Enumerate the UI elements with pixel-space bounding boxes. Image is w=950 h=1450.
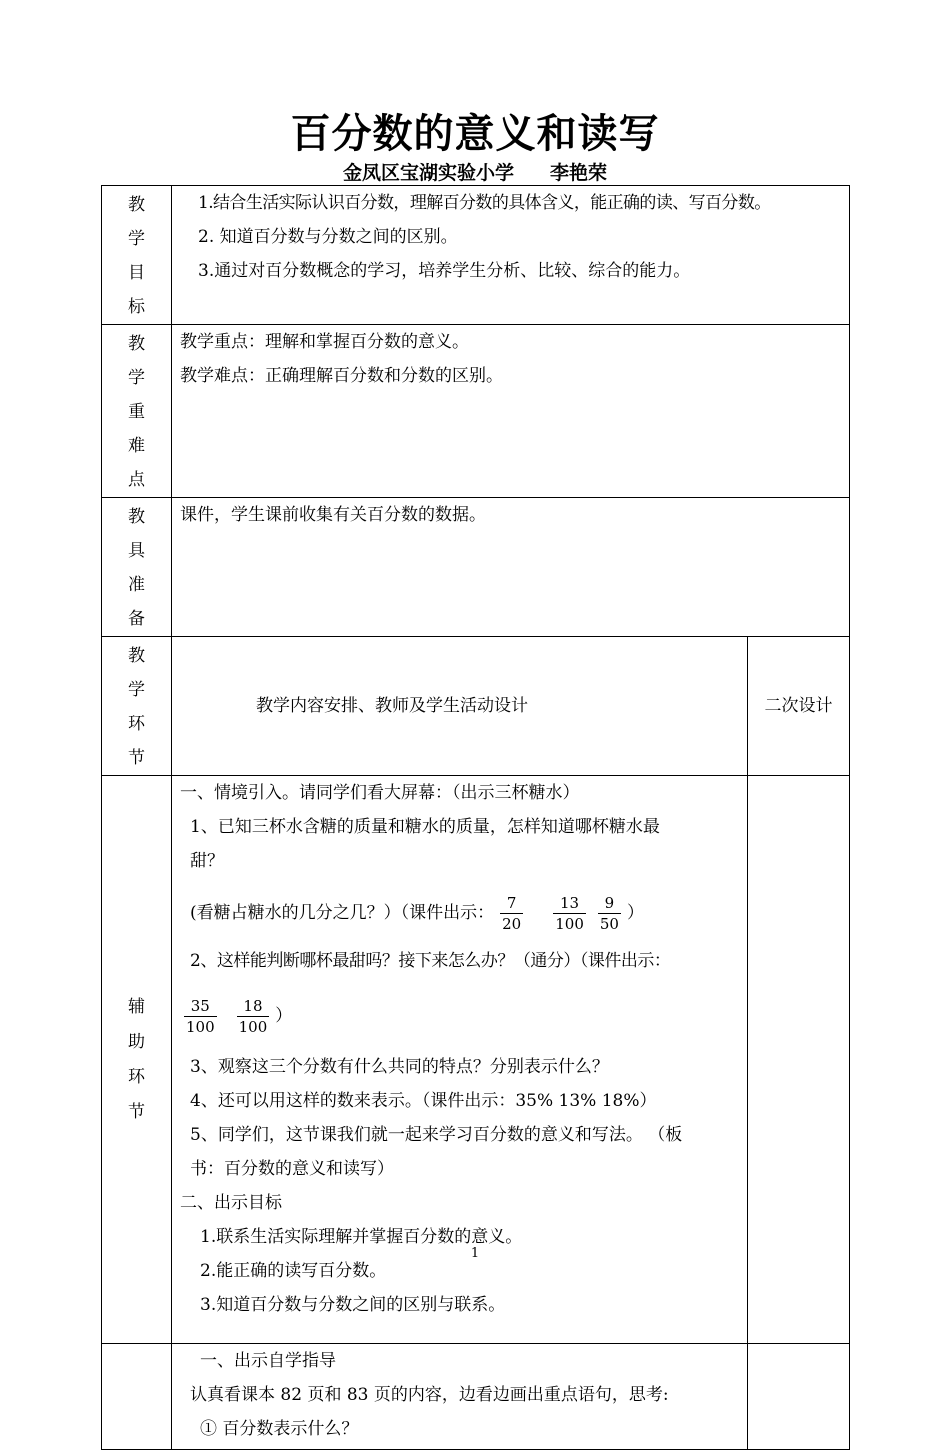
key-points-label: 教 学 重 难 点	[102, 325, 172, 498]
aux-line: 3、观察这三个分数有什么共同的特点？分别表示什么？	[190, 1057, 609, 1077]
aux-fraction-line-a: (看糖占糖水的几分之几？）（课件出示： $\frac{7}{20}$ $\frac{13}{100}$ $\frac{9}{50}$ ）	[190, 894, 644, 933]
tools-content: 课件，学生课前收集有关百分数的数据。	[172, 498, 850, 637]
selfstudy-content	[172, 1344, 748, 1450]
author-name: 李艳荣	[550, 162, 608, 184]
goal-line: 1.结合生活实际认识百分数，理解百分数的具体含义，能正确的读、写百分数。	[198, 193, 771, 213]
aux-line: 2.能正确的读写百分数。	[200, 1261, 387, 1281]
fraction: $\frac{35}{100}$	[186, 997, 215, 1036]
aux-line: 甜？	[190, 851, 224, 871]
tools-label: 教 具 准 备	[102, 498, 172, 637]
goals-label: 教 学 目 标	[102, 186, 172, 325]
selfstudy-line: 认真看课本 82 页和 83 页的内容，边看边画出重点语句，思考:	[190, 1385, 669, 1405]
aux-line: 4、还可以用这样的数来表示。（课件出示：35% 13% 18%）	[190, 1091, 657, 1111]
second-design-header: 二次设计	[748, 637, 850, 776]
section-header-row	[102, 637, 850, 776]
aux-line: 书：百分数的意义和读写）	[190, 1159, 394, 1179]
content-header: 教学内容安排、教师及学生活动设计	[172, 637, 748, 776]
selfstudy-row	[102, 1344, 850, 1450]
document-title: 百分数的意义和读写	[290, 110, 660, 157]
goal-line: 2. 知道百分数与分数之间的区别。	[198, 227, 458, 247]
page-number: 1	[470, 1246, 480, 1261]
aux-label: 辅 助 环 节	[102, 776, 172, 1344]
document-subtitle	[0, 160, 950, 186]
selfstudy-second-design	[748, 1344, 850, 1450]
aux-line: 1、已知三杯水含糖的质量和糖水的质量，怎样知道哪杯糖水最	[190, 817, 660, 837]
fraction: $\frac{9}{50}$	[599, 894, 619, 933]
aux-line: 3.知道百分数与分数之间的区别与联系。	[200, 1295, 506, 1315]
key-points-row	[102, 325, 850, 498]
section-label: 教 学 环 节	[102, 637, 172, 776]
selfstudy-line: 一、出示自学指导	[200, 1351, 336, 1371]
aux-line: (看糖占糖水的几分之几？）（课件出示：	[190, 903, 495, 923]
fraction: $\frac{18}{100}$	[238, 997, 268, 1036]
fraction: $\frac{7}{20}$	[502, 894, 522, 933]
goals-row	[102, 186, 850, 325]
school-name: 金凤区宝湖实验小学	[342, 162, 514, 184]
aux-fraction-line-b: $\frac{35}{100}$ $\frac{18}{100}$ ）	[186, 997, 293, 1036]
tools-row	[102, 498, 850, 637]
goals-content	[172, 186, 850, 325]
selfstudy-line: ① 百分数表示什么？	[200, 1419, 359, 1439]
fraction: $\frac{13}{100}$	[555, 894, 584, 933]
aux-line: 2、这样能判断哪杯最甜吗？接下来怎么办？（通分）（课件出示：	[190, 951, 671, 971]
selfstudy-label	[102, 1344, 172, 1450]
aux-line: 一、情境引入。请同学们看大屏幕：（出示三杯糖水）	[180, 783, 580, 803]
goal-line: 3.通过对百分数概念的学习，培养学生分析、比较、综合的能力。	[198, 261, 691, 281]
aux-line: 1.联系生活实际理解并掌握百分数的意义。	[200, 1227, 523, 1247]
difficulty-line: 教学难点：正确理解百分数和分数的区别。	[180, 366, 503, 386]
aux-line: 二、出示目标	[180, 1193, 282, 1213]
key-point-line: 教学重点：理解和掌握百分数的意义。	[180, 332, 469, 352]
aux-line: 5、同学们，这节课我们就一起来学习百分数的意义和写法。 （板	[190, 1125, 683, 1145]
key-points-content	[172, 325, 850, 498]
